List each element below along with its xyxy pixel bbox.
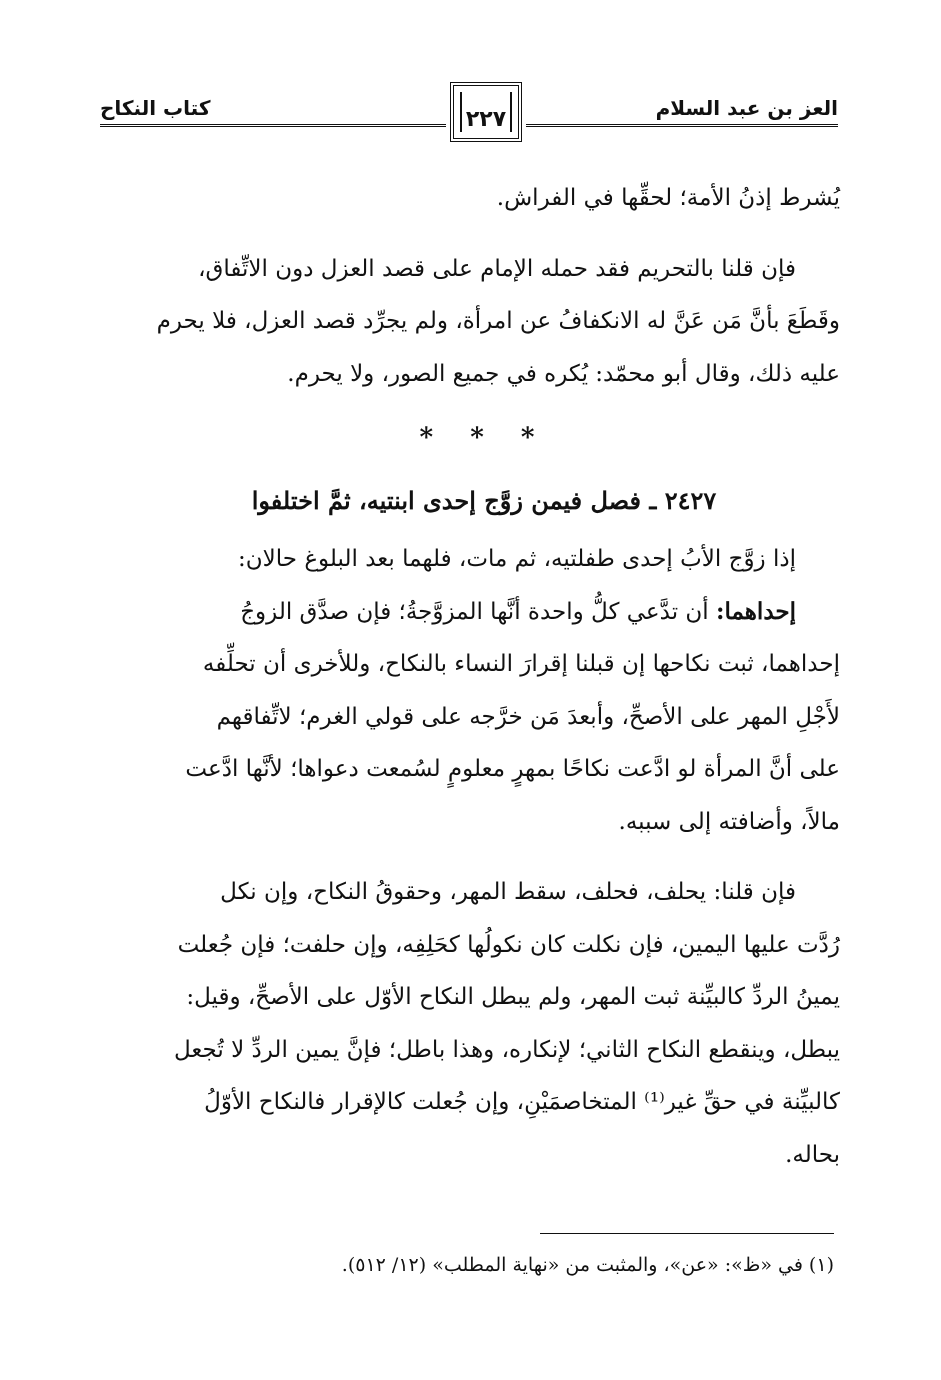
paragraph-line [128,586,840,639]
paragraph-line: يمينُ الردِّ كالبيِّنة ثبت المهر، ولم يبطل النكاح الأوّل على الأصحِّ، وقيل: [186,984,840,1010]
paragraph-line: عليه ذلك، وقال أبو محمّد: يُكره في جميع الصور، ولا يحرم. [287,360,840,387]
section-heading: ٢٤٢٧ ـ فصل فيمن زوَّج إحدى ابنتيه، ثمَّ اختلفوا [251,485,717,515]
header-rule-right [526,124,838,127]
footnote: (١) في «ظ»: «عن»، والمثبت من «نهاية المطلب» (١٢/ ٥١٢). [341,1254,834,1276]
lead-word: إحداهما: [716,597,796,625]
author-name: العز بن عبد السلام [655,96,838,120]
header-rule-left [100,124,446,127]
paragraph-line: كالبيِّنة في حقِّ غير⁽¹⁾ المتخاصمَيْنِ، وإن جُعلت كالإقرار فالنكاح الأوّلُ [204,1089,840,1115]
book-title: كتاب النكاح [100,96,211,120]
paragraph-line: فإن قلنا: يحلف، فحلف، سقط المهر، وحقوقُ النكاح، وإن نكل [220,879,796,905]
page-header [100,82,838,154]
section-separator: * * * [419,423,549,453]
paragraph: إذا زوَّج الأبُ إحدى طفلتيه، ثم مات، فلهما بعد البلوغ حالان: [238,546,796,572]
paragraph: يُشرط إذنُ الأمة؛ لحقِّها في الفراش. [496,185,840,211]
page-number-text: ٢٢٧ [465,107,507,132]
paragraph-line: رُدَّت عليها اليمين، فإن نكلت كان نكولُها كحَلِفِه، وإن حلفت؛ فإن جُعلت [177,931,840,958]
page-number [450,82,522,142]
paragraph-line: بحاله. [785,1141,840,1168]
paragraph-text: أن تدَّعي كلُّ واحدة أنَّها المزوَّجةُ؛ فإن صدَّق الزوجُ [240,598,709,625]
paragraph-line: وقَطَعَ بأنَّ مَن عَنَّ له الانكفافُ عن امرأة، ولم يجرِّد قصد العزل، فلا يحرم [156,308,840,334]
paragraph-line: فإن قلنا بالتحريم فقد حمله الإمام على قصد العزل دون الاتِّفاق، [198,255,796,282]
paragraph-line: إحداهما، ثبت نكاحها إن قبلنا إقرارَ النساء بالنكاح، وللأخرى أن تحلِّفه [202,651,840,677]
paragraph-line: يبطل، وينقطع النكاح الثاني؛ لإنكاره، وهذا باطل؛ فإنَّ يمين الردِّ لا تُجعل [174,1036,840,1063]
page-body [128,172,840,1181]
paragraph-line: مالاً، وأضافته إلى سببه. [618,808,840,835]
footnote-divider [540,1233,834,1234]
paragraph-line: لأَجْلِ المهر على الأصحِّ، وأبعدَ مَن خرَّجه على قولي الغرم؛ لاتِّفاقهم [216,703,840,730]
paragraph-line: على أنَّ المرأة لو ادَّعت نكاحًا بمهرٍ معلومٍ لسُمعت دعواها؛ لأنَّها ادَّعت [185,756,840,782]
